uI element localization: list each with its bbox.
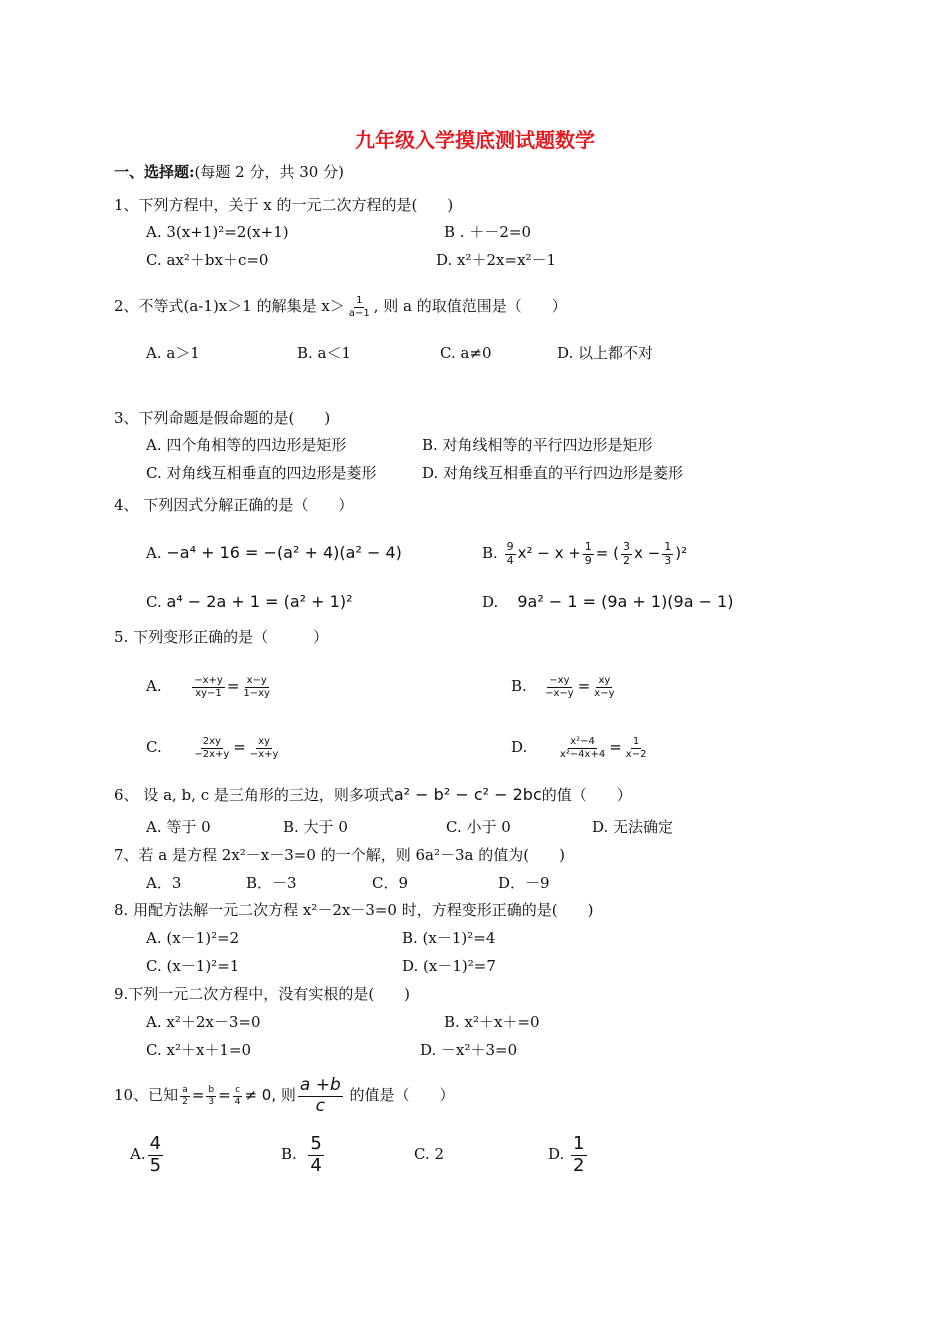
q9-stem: 9.下列一元二次方程中，没有实根的是( ) — [114, 985, 411, 1003]
q2-option-a: A. a＞1 — [146, 344, 200, 362]
q10-ratio-b-den: 3 — [208, 1096, 215, 1107]
q5-a-right — [241, 675, 272, 699]
q10-ratio-a-num: a — [182, 1085, 188, 1096]
q2-fraction-denominator: a−1 — [348, 307, 370, 319]
q5-d-left — [558, 736, 607, 760]
q5-b-right — [592, 675, 616, 699]
q10-option-d-label: D. — [548, 1145, 565, 1163]
q5-d-equals: = — [609, 738, 622, 756]
q3-option-d: D. 对角线互相垂直的平行四边形是菱形 — [422, 464, 684, 482]
q4-b-part-1: x² − x + — [517, 544, 581, 562]
q10-target-fraction — [298, 1076, 343, 1116]
q5-d-right-den: x−2 — [625, 748, 647, 760]
q3-stem: 3、下列命题是假命题的是( ) — [114, 409, 331, 427]
q4-b-part-3: x − — [634, 544, 661, 562]
q6-option-c: C. 小于 0 — [446, 818, 511, 836]
q10-option-b-label: B. — [281, 1145, 297, 1163]
q5-c-left-num: 2xy — [202, 736, 221, 747]
q5-c-left — [192, 736, 231, 760]
q5-option-c — [146, 729, 282, 765]
q4-b-frac-1-num: 9 — [506, 539, 514, 553]
q4-option-b — [482, 536, 687, 570]
q2-stem-tail: , 则 a 的取值范围是（ ） — [373, 297, 567, 315]
q10-option-d-num: 1 — [573, 1132, 585, 1154]
q4-b-frac-2 — [583, 541, 594, 567]
q5-b-right-num: xy — [598, 675, 611, 686]
q3-option-b: B. 对角线相等的平行四边形是矩形 — [422, 436, 653, 454]
q9-option-c: C. x²＋x＋1=0 — [146, 1041, 252, 1059]
q9-option-b: B. x²＋x＋=0 — [444, 1013, 540, 1031]
q5-option-a — [146, 668, 274, 704]
q10-option-d — [548, 1130, 589, 1178]
q4-b-part-4: )² — [675, 544, 688, 562]
q5-d-right — [624, 736, 649, 760]
q2-stem-text: 2、不等式(a-1)x＞1 的解集是 x＞ — [114, 297, 345, 315]
q7-option-b: B．－3 — [246, 874, 297, 892]
section-heading-note: (每题 2 分，共 30 分) — [194, 163, 344, 181]
q10-option-d-den: 2 — [573, 1154, 585, 1176]
q7-option-c: C．9 — [372, 874, 409, 892]
page-title: 九年级入学摸底测试题数学 — [355, 128, 595, 152]
q2-option-b: B. a＜1 — [297, 344, 352, 362]
q5-b-left — [543, 675, 576, 699]
q4-option-d — [482, 592, 734, 612]
q7-stem: 7、若 a 是方程 2x²－x－3=0 的一个解，则 6a²－3a 的值为( ) — [114, 846, 565, 864]
q5-c-right — [248, 736, 281, 760]
q10-ratio-b-num: b — [208, 1085, 215, 1096]
q4-option-b-label: B. — [482, 544, 498, 562]
q10-ratio-a — [180, 1085, 190, 1107]
q5-c-left-den: −2x+y — [194, 748, 230, 760]
q10-option-a-label: A. — [130, 1145, 146, 1163]
q4-option-c-label: C. — [146, 593, 162, 611]
q4-option-c — [146, 592, 353, 612]
q10-stem-text: 10、已知 — [114, 1086, 179, 1104]
q10-ratio-b — [206, 1085, 216, 1107]
q4-b-frac-3-den: 2 — [623, 553, 630, 567]
q6-stem — [114, 785, 632, 805]
q8-option-c: C. (x－1)²=1 — [146, 957, 240, 975]
q10-ratio-a-den: 2 — [182, 1096, 188, 1107]
q4-stem: 4、 下列因式分解正确的是（ ） — [114, 496, 354, 514]
q10-ratio-c-num: c — [235, 1085, 241, 1096]
q10-option-a-den: 5 — [149, 1154, 162, 1176]
q6-option-b: B. 大于 0 — [283, 818, 348, 836]
q5-a-left-den: xy−1 — [195, 687, 222, 699]
section-heading — [114, 162, 344, 182]
q4-b-frac-1-den: 4 — [506, 553, 514, 567]
q7-option-a: A．3 — [146, 874, 182, 892]
q10-stem-tail: 的值是（ ） — [349, 1086, 455, 1104]
q8-option-a: A. (x－1)²=2 — [146, 929, 240, 947]
q10-target-den: c — [315, 1095, 325, 1116]
q5-b-equals: = — [577, 677, 591, 695]
q4-option-a-expr: −a⁴ + 16 = −(a² + 4)(a² − 4) — [166, 543, 402, 562]
q5-a-left — [192, 675, 225, 699]
q5-d-right-num: 1 — [632, 736, 640, 747]
q10-target-num: a +b — [299, 1074, 341, 1095]
q1-option-b: B . ＋－2=0 — [444, 223, 531, 241]
q4-b-frac-1 — [505, 541, 516, 567]
q2-fraction — [347, 295, 372, 319]
q10-ratio-c — [233, 1085, 243, 1107]
q4-b-frac-4-num: 1 — [664, 539, 672, 553]
q10-option-b-frac — [308, 1134, 323, 1176]
q2-option-c: C. a≠0 — [440, 344, 492, 362]
q1-stem: 1、下列方程中，关于 x 的一元二次方程的是( ) — [114, 196, 454, 214]
q5-b-right-den: x−y — [594, 687, 615, 699]
section-heading-label: 一、选择题: — [114, 163, 195, 181]
q4-option-a-label: A. — [146, 544, 162, 562]
q10-option-b-den: 4 — [310, 1154, 322, 1176]
q4-b-frac-4 — [662, 541, 673, 567]
q10-stem — [114, 1072, 455, 1118]
q4-b-frac-4-den: 3 — [664, 553, 672, 567]
q7-option-d: D．－9 — [498, 874, 550, 892]
q10-option-a — [130, 1130, 165, 1178]
q10-equals-2: = — [218, 1086, 231, 1104]
q6-polynomial: a² − b² − c² − 2bc — [393, 785, 542, 804]
q5-c-right-num: xy — [258, 736, 271, 747]
q5-a-left-num: −x+y — [194, 675, 223, 686]
q6-option-a: A. 等于 0 — [146, 818, 211, 836]
q1-option-a: A. 3(x+1)²=2(x+1) — [146, 223, 289, 241]
q5-c-equals: = — [233, 738, 246, 756]
q2-fraction-numerator: 1 — [356, 295, 363, 306]
q5-b-left-num: −xy — [549, 675, 570, 686]
q4-b-frac-3 — [621, 541, 632, 567]
q10-option-a-num: 4 — [149, 1132, 162, 1154]
q4-b-frac-2-den: 9 — [584, 553, 592, 567]
q6-stem-tail: 的值（ ） — [541, 786, 632, 804]
q4-b-frac-3-num: 3 — [623, 539, 630, 553]
q10-option-b-num: 5 — [310, 1132, 322, 1154]
q5-c-right-den: −x+y — [249, 748, 279, 760]
q6-option-d: D. 无法确定 — [592, 818, 674, 836]
q8-option-b: B. (x－1)²=4 — [402, 929, 496, 947]
q5-d-left-den: x²−4x+4 — [559, 748, 606, 760]
q4-option-d-label: D. — [482, 593, 499, 611]
q4-b-frac-2-num: 1 — [584, 539, 592, 553]
q5-a-right-den: 1−xy — [243, 687, 270, 699]
q2-stem — [114, 292, 567, 320]
q8-stem: 8. 用配方法解一元二次方程 x²－2x－3=0 时，方程变形正确的是( ) — [114, 901, 594, 919]
q3-option-a: A. 四个角相等的四边形是矩形 — [146, 436, 347, 454]
q5-a-right-num: x−y — [246, 675, 267, 686]
q5-option-b — [511, 668, 619, 704]
q5-a-equals: = — [226, 677, 240, 695]
q8-option-d: D. (x－1)²=7 — [402, 957, 496, 975]
q3-option-c: C. 对角线互相垂直的四边形是菱形 — [146, 464, 377, 482]
q5-b-left-den: −x−y — [545, 687, 574, 699]
q5-option-d — [511, 729, 650, 765]
q2-option-d: D. 以上都不对 — [557, 344, 654, 362]
q10-ratio-c-den: 4 — [234, 1096, 241, 1107]
q5-option-c-label: C. — [146, 738, 162, 756]
q9-option-a: A. x²＋2x－3=0 — [146, 1013, 261, 1031]
q10-nonzero: ≠ 0, 则 — [244, 1086, 296, 1104]
q10-option-c: C. 2 — [414, 1145, 445, 1163]
q4-option-a — [146, 543, 402, 563]
q1-option-c: C. ax²＋bx＋c=0 — [146, 251, 269, 269]
q4-option-c-expr: a⁴ − 2a + 1 = (a² + 1)² — [166, 592, 353, 611]
q5-option-a-label: A. — [146, 677, 162, 695]
q10-equals-1: = — [191, 1086, 205, 1104]
q10-option-d-frac — [571, 1134, 586, 1176]
q9-option-d: D. －x²＋3=0 — [420, 1041, 518, 1059]
q4-option-d-expr: 9a² − 1 = (9a + 1)(9a − 1) — [517, 592, 734, 611]
q1-option-d: D. x²＋2x=x²－1 — [436, 251, 557, 269]
q10-option-b — [281, 1130, 326, 1178]
q10-option-a-frac — [148, 1134, 163, 1176]
q5-d-left-num: x²−4 — [570, 736, 595, 747]
q5-stem: 5. 下列变形正确的是（ ） — [114, 628, 329, 646]
q4-b-part-2: = ( — [595, 544, 619, 562]
q5-option-d-label: D. — [511, 738, 528, 756]
q5-option-b-label: B. — [511, 677, 527, 695]
q6-stem-text: 6、 设 a, b, c 是三角形的三边，则多项式 — [114, 786, 394, 804]
